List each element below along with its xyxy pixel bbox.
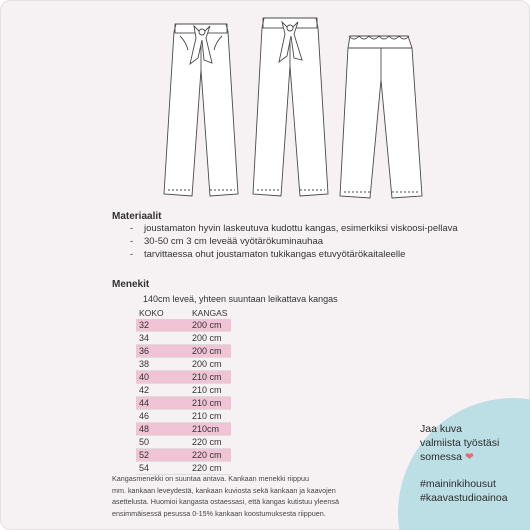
size-cell: 34 [139,333,150,343]
note-line: ensimmäisessä pesussa 0-15% kankaan koostumuksesta riippuen. [112,508,326,518]
size-cell: 38 [139,359,150,369]
fabric-cell: 210 cm [192,372,222,382]
fabric-cell: 200 cm [192,359,222,369]
size-cell: 46 [139,411,150,421]
consumption-title: Menekit [112,279,150,290]
note-line: Kangasmenekki on suuntaa antava. Kankaan menekki riippuu [112,474,309,483]
table-row [136,332,231,345]
pants-elastic-view [340,36,422,198]
fabric-cell: 210 cm [192,398,222,408]
fabric-cell: 200 cm [192,346,222,356]
pants-back-view [253,18,328,196]
materials-title: Materiaalit [112,211,162,222]
table-header [136,307,231,319]
bubble-line: Jaa kuva [420,423,463,435]
bubble-line: somessa ❤ [420,451,474,463]
table-row [136,384,231,397]
pants-illustration [140,8,430,203]
table-row [136,371,231,384]
material-item: - tarvittaessa ohut joustamaton tukikangas etuvyötärökaitaleelle [130,249,406,260]
size-cell: 44 [139,398,150,408]
hashtag[interactable]: #kaavastudioainoa [420,492,508,504]
header-size: KOKO [139,308,164,318]
header-fabric: KANGAS [192,308,228,318]
fabric-cell: 210cm [192,424,220,434]
table-row [136,397,231,410]
table-row [136,449,231,462]
table-row [136,423,231,436]
size-cell: 48 [139,424,150,434]
fabric-cell: 200 cm [192,333,222,343]
size-cell: 52 [139,450,150,460]
consumption-note [112,473,372,519]
material-item: - joustamaton hyvin laskeutuva kudottu kangas, esimerkiksi viskoosi-pellava [130,223,458,234]
fabric-cell: 210 cm [192,411,222,421]
table-row [136,358,231,371]
table-row [136,319,231,332]
table-row [136,436,231,449]
fabric-cell: 220 cm [192,450,222,460]
fabric-cell: 220 cm [192,463,222,473]
size-cell: 42 [139,385,150,395]
table-row [136,410,231,423]
size-cell: 32 [139,320,150,330]
hashtag[interactable]: #maininkihousut [420,478,496,490]
fabric-cell: 210 cm [192,385,222,395]
table-row [136,345,231,358]
fabric-cell: 220 cm [192,437,222,447]
fabric-cell: 200 cm [192,320,222,330]
consumption-table [136,307,231,475]
note-line: mm. kankaan leveydestä, kankaan kuviosta sekä kankaan ja kaavojen [112,485,336,495]
bubble-line: valmiista työstäsi [420,437,500,449]
note-line: asettelusta. Huomioi kangasta ostaessasi, että kangas kutistuu yleensä [112,497,339,506]
fabric-width-line: 140cm leveä, yhteen suuntaan leikattava kangas [143,294,338,304]
pants-front-view [164,24,238,196]
size-cell: 54 [139,463,150,473]
size-cell: 50 [139,437,150,447]
materials-list [130,222,458,261]
heart-icon: ❤ [464,451,474,463]
material-item: - 30-50 cm 3 cm leveää vyötärökuminauhaa [130,236,324,247]
size-cell: 40 [139,372,150,382]
size-cell: 36 [139,346,150,356]
